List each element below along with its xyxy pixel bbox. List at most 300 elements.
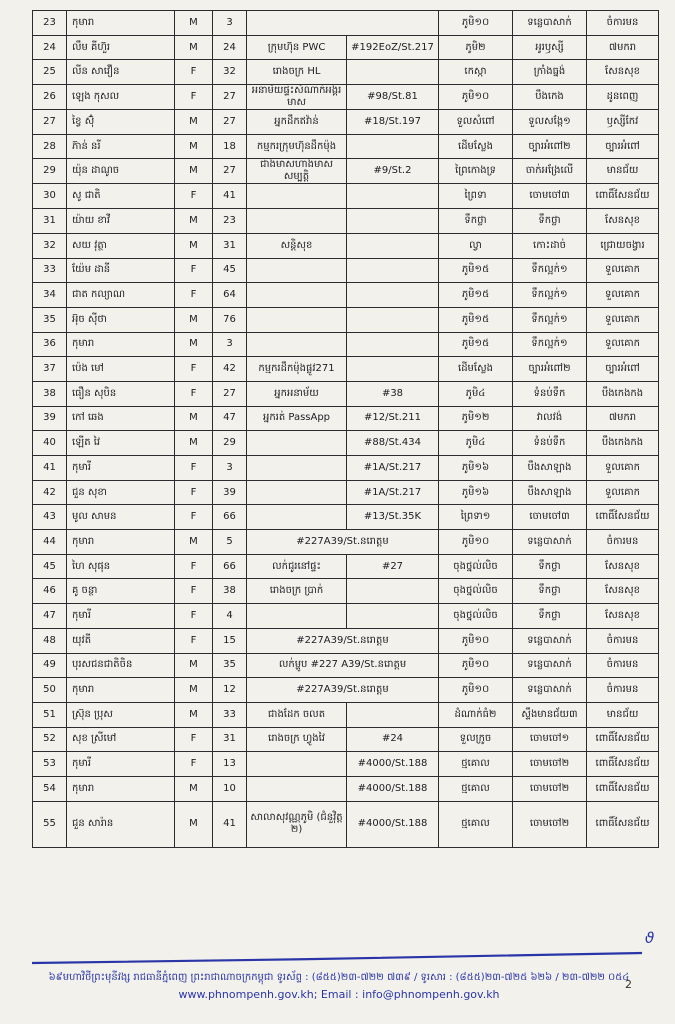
cell-commune: ទឹកល្អក់១	[513, 332, 587, 357]
cell-addr: #88/St.434	[347, 431, 439, 456]
cell-sex: F	[175, 184, 213, 209]
cell-addr	[347, 702, 439, 727]
cell-district: បឹងកេងកង	[587, 431, 659, 456]
cell-addr: #4000/St.188	[347, 801, 439, 847]
cell-occ: សាលាសុវណ្ណភូមិ (ជំនួវ៉ិត្ត ២)	[247, 801, 347, 847]
cell-age: 29	[213, 431, 247, 456]
cell-sex: M	[175, 801, 213, 847]
cell-name: ជាត កល្យាណ	[67, 283, 175, 308]
cell-district: សែនសុខ	[587, 209, 659, 234]
cell-age: 41	[213, 801, 247, 847]
cell-district: មានជ័យ	[587, 159, 659, 184]
cell-district: ចំការមន	[587, 678, 659, 703]
cell-no: 33	[33, 258, 67, 283]
cell-occ: អ្នករត់ PassApp	[247, 406, 347, 431]
cell-district: សែនសុខ	[587, 60, 659, 85]
cell-district: ៧មករា	[587, 35, 659, 60]
cell-age: 3	[213, 456, 247, 481]
table-row	[33, 307, 659, 332]
table-row	[33, 628, 659, 653]
cell-sex: F	[175, 554, 213, 579]
cell-name: ស្រ៊ុន ប្រុស	[67, 702, 175, 727]
cell-name: យ៉ែម ដានី	[67, 258, 175, 283]
cell-sex: F	[175, 752, 213, 777]
cell-age: 64	[213, 283, 247, 308]
cell-district: បឹងកេងកង	[587, 381, 659, 406]
cell-name: លឹម គីហ៊ួរ	[67, 35, 175, 60]
cell-addr: #13/St.35K	[347, 505, 439, 530]
cell-commune: បឹងសាឡាង	[513, 456, 587, 481]
cell-sex: F	[175, 60, 213, 85]
cell-addr	[347, 307, 439, 332]
cell-occ: ជាងដែក ចលត	[247, 702, 347, 727]
cell-name: កុមារា	[67, 776, 175, 801]
cell-no: 34	[33, 283, 67, 308]
cell-sex: M	[175, 776, 213, 801]
table-row	[33, 134, 659, 159]
cell-occ: រោងចក្រ HL	[247, 60, 347, 85]
cell-name: ខ្វៃ ស៊ុំ	[67, 110, 175, 135]
cell-district: ចំការមន	[587, 530, 659, 555]
cell-no: 27	[33, 110, 67, 135]
cell-district: ច្បារអំពៅ	[587, 357, 659, 382]
table-row	[33, 159, 659, 184]
cell-village: ភូមិ១០	[439, 678, 513, 703]
cell-district: ពោធិ៍សែនជ័យ	[587, 752, 659, 777]
cell-village: ចុងថ្នល់លិច	[439, 579, 513, 604]
cell-commune: ទន្លេបាសាក់	[513, 628, 587, 653]
table-row	[33, 11, 659, 36]
cell-age: 31	[213, 233, 247, 258]
cell-commune: ទំនប់ទឹក	[513, 431, 587, 456]
cell-village: កេស្កា	[439, 60, 513, 85]
cell-commune: ទឹកល្អក់១	[513, 258, 587, 283]
table-row	[33, 604, 659, 629]
cell-name: ជួន សុខា	[67, 480, 175, 505]
cell-addr	[347, 184, 439, 209]
cell-village: ទួលសំពៅ	[439, 110, 513, 135]
cell-commune: ទឹកថ្លា	[513, 579, 587, 604]
cell-sex: M	[175, 233, 213, 258]
cell-name: យ៉ាយ ខាវី	[67, 209, 175, 234]
cell-no: 55	[33, 801, 67, 847]
cell-sex: M	[175, 110, 213, 135]
cell-occ	[247, 480, 347, 505]
handwritten-page-mark: ϑ	[645, 929, 655, 947]
cell-sex: F	[175, 357, 213, 382]
cell-name: ភ៊ាន់ នរី	[67, 134, 175, 159]
table-row	[33, 505, 659, 530]
cell-name: លីន សាវឿន	[67, 60, 175, 85]
table-row	[33, 85, 659, 110]
cell-district: ចំការមន	[587, 628, 659, 653]
cell-name: អ៊ុច ស៊ីថា	[67, 307, 175, 332]
cell-no: 51	[33, 702, 67, 727]
cell-village: ដើមស្លែង	[439, 357, 513, 382]
cell-district: ចំការមន	[587, 653, 659, 678]
cell-sex: F	[175, 480, 213, 505]
cell-age: 27	[213, 85, 247, 110]
cell-no: 38	[33, 381, 67, 406]
cell-age: 23	[213, 209, 247, 234]
cell-sex: F	[175, 628, 213, 653]
cell-sex: M	[175, 431, 213, 456]
cell-district: ចំការមន	[587, 11, 659, 36]
cell-district: ពោធិ៍សែនជ័យ	[587, 727, 659, 752]
cell-occ: កម្មករក្រុមហ៊ុនដឹកម៉ុង	[247, 134, 347, 159]
cell-sex: M	[175, 530, 213, 555]
table-row	[33, 431, 659, 456]
cell-commune: បឹងកេង	[513, 85, 587, 110]
cell-no: 32	[33, 233, 67, 258]
cell-village: ភូមិ១២	[439, 406, 513, 431]
cell-no: 40	[33, 431, 67, 456]
cell-age: 27	[213, 381, 247, 406]
table-row	[33, 184, 659, 209]
cell-occ: #227A39/St.នរោត្តម	[247, 530, 439, 555]
cell-commune: ច្បារអំពៅ២	[513, 134, 587, 159]
cell-district: ពោធិ៍សែនជ័យ	[587, 184, 659, 209]
cell-village: ទួលក្រូច	[439, 727, 513, 752]
table-row	[33, 283, 659, 308]
cell-no: 35	[33, 307, 67, 332]
table-row	[33, 332, 659, 357]
cell-commune: ក្រាំងធ្នង់	[513, 60, 587, 85]
cell-no: 39	[33, 406, 67, 431]
cell-addr	[347, 134, 439, 159]
cell-sex: M	[175, 209, 213, 234]
cell-occ: ក្រុមហ៊ុន PWC	[247, 35, 347, 60]
cell-sex: F	[175, 381, 213, 406]
cell-age: 32	[213, 60, 247, 85]
cell-addr: #24	[347, 727, 439, 752]
cell-village: ភូមិ៤	[439, 381, 513, 406]
cell-village: ព្រៃទា១	[439, 505, 513, 530]
cell-occ: អ្នកដឹកឥវ៉ាន់	[247, 110, 347, 135]
cell-no: 30	[33, 184, 67, 209]
cell-village: ភូមិ១៥	[439, 283, 513, 308]
cell-commune: ទន្លេបាសាក់	[513, 653, 587, 678]
cell-name: កុមារា	[67, 332, 175, 357]
cell-sex: M	[175, 307, 213, 332]
cell-occ	[247, 209, 347, 234]
cell-occ: #227A39/St.នរោត្តម	[247, 628, 439, 653]
cell-sex: M	[175, 159, 213, 184]
cell-occ: អនាម័យផ្ទះសំណាក់អង្គរមាស	[247, 85, 347, 110]
cell-district: ទួលគោក	[587, 307, 659, 332]
cell-name: មូល សាមន	[67, 505, 175, 530]
table-row	[33, 60, 659, 85]
cell-occ: លក់ជូរនៅផ្ទះ	[247, 554, 347, 579]
cell-sex: F	[175, 604, 213, 629]
cell-commune: ទឹកល្អក់១	[513, 307, 587, 332]
cell-age: 3	[213, 332, 247, 357]
cell-occ	[247, 456, 347, 481]
cell-district: មានជ័យ	[587, 702, 659, 727]
page-number: 2	[625, 978, 632, 991]
cell-village: ព្រៃកោងទ្រ	[439, 159, 513, 184]
cell-addr: #9/St.2	[347, 159, 439, 184]
case-register-table	[32, 10, 659, 848]
cell-sex: M	[175, 332, 213, 357]
footer-website-email: www.phnompenh.gov.kh; Email : info@phnompenh.gov.kh	[178, 988, 500, 1001]
cell-commune: ចោមចៅ២	[513, 752, 587, 777]
cell-occ: កម្មករដឹកម៉ុងផ្លូវ271	[247, 357, 347, 382]
cell-name: គូ ចន្ថា	[67, 579, 175, 604]
cell-district: ៧មករា	[587, 406, 659, 431]
cell-village: ភូមិ១៦	[439, 480, 513, 505]
cell-name: សយ វុត្ថា	[67, 233, 175, 258]
cell-no: 48	[33, 628, 67, 653]
table-row	[33, 776, 659, 801]
table-row	[33, 727, 659, 752]
cell-village: ភូមិ១០	[439, 85, 513, 110]
cell-name: ជួន សារ៉ាន	[67, 801, 175, 847]
cell-village: ថ្មគោល	[439, 801, 513, 847]
table-row	[33, 653, 659, 678]
cell-no: 53	[33, 752, 67, 777]
cell-age: 15	[213, 628, 247, 653]
cell-addr: #1A/St.217	[347, 480, 439, 505]
cell-name: កុមារី	[67, 604, 175, 629]
cell-no: 42	[33, 480, 67, 505]
cell-addr: #4000/St.188	[347, 752, 439, 777]
cell-no: 25	[33, 60, 67, 85]
cell-sex: F	[175, 727, 213, 752]
cell-commune: ទន្លេបាសាក់	[513, 530, 587, 555]
cell-village: ថ្មគោល	[439, 752, 513, 777]
cell-addr: #192EoZ/St.217	[347, 35, 439, 60]
cell-no: 31	[33, 209, 67, 234]
cell-district: ជ្រោយចង្វារ	[587, 233, 659, 258]
cell-sex: M	[175, 35, 213, 60]
cell-district: ទួលគោក	[587, 283, 659, 308]
cell-sex: M	[175, 406, 213, 431]
cell-name: កៅ ឆេង	[67, 406, 175, 431]
cell-commune: បឹងសាឡាង	[513, 480, 587, 505]
cell-village: ភូមិ១០	[439, 628, 513, 653]
cell-occ	[247, 283, 347, 308]
table-row	[33, 456, 659, 481]
table-body	[33, 11, 659, 848]
cell-occ	[247, 11, 439, 36]
cell-addr	[347, 258, 439, 283]
cell-district: ទួលគោក	[587, 258, 659, 283]
cell-name: សូ ជាតិ	[67, 184, 175, 209]
cell-occ	[247, 332, 347, 357]
cell-name: បុរសជនជាតិចិន	[67, 653, 175, 678]
cell-village: ដើមស្លែង	[439, 134, 513, 159]
cell-occ: សន្តិសុខ	[247, 233, 347, 258]
cell-no: 46	[33, 579, 67, 604]
footer-address: ៦៩មហាវិថីព្រះមុនីវង្ស រាជធានីភ្នំពេញ ព្រះរាជាណាចក្រកម្ពុជា ទូរស័ព្ទ : (៨៥៥)២៣-៧២២ ៧៣៩ / ទូរសារ : (៨៥៥)២៣-៧២៥ ៦២៦ / ២៣-៧២២ ០៥៤	[48, 972, 630, 983]
cell-name: ឡើត វៃ	[67, 431, 175, 456]
cell-occ: ជាងមាសហាងមាសសម្បត្តិ	[247, 159, 347, 184]
cell-village: ល្វា	[439, 233, 513, 258]
cell-name: យុវតី	[67, 628, 175, 653]
cell-district: ទួលគោក	[587, 456, 659, 481]
cell-sex: M	[175, 702, 213, 727]
table-row	[33, 678, 659, 703]
cell-age: 39	[213, 480, 247, 505]
cell-addr: #12/St.211	[347, 406, 439, 431]
cell-commune: វាលវង់	[513, 406, 587, 431]
cell-district: ពោធិ៍សែនជ័យ	[587, 801, 659, 847]
cell-name: កុមារី	[67, 752, 175, 777]
cell-addr	[347, 357, 439, 382]
cell-age: 24	[213, 35, 247, 60]
cell-village: ភូមិ១៥	[439, 258, 513, 283]
cell-age: 45	[213, 258, 247, 283]
cell-occ	[247, 752, 347, 777]
table-row	[33, 258, 659, 283]
cell-district: ឫស្សីកែវ	[587, 110, 659, 135]
cell-no: 52	[33, 727, 67, 752]
cell-sex: F	[175, 85, 213, 110]
cell-age: 38	[213, 579, 247, 604]
cell-village: ភូមិ១០	[439, 653, 513, 678]
cell-district: ដូនពេញ	[587, 85, 659, 110]
cell-village: ភូមិ១៦	[439, 456, 513, 481]
cell-name: យ៉ុន ដាណូច	[67, 159, 175, 184]
cell-commune: ទួលសង្កែ១	[513, 110, 587, 135]
cell-sex: M	[175, 678, 213, 703]
table-row	[33, 209, 659, 234]
cell-no: 45	[33, 554, 67, 579]
cell-no: 29	[33, 159, 67, 184]
cell-commune: អូរឫស្សី	[513, 35, 587, 60]
cell-occ	[247, 431, 347, 456]
cell-sex: F	[175, 283, 213, 308]
cell-commune: ច្បារអំពៅ២	[513, 357, 587, 382]
cell-addr	[347, 60, 439, 85]
cell-village: ទឹកថ្លា	[439, 209, 513, 234]
cell-district: សែនសុខ	[587, 554, 659, 579]
cell-district: ទួលគោក	[587, 332, 659, 357]
cell-commune: ទឹកថ្លា	[513, 209, 587, 234]
cell-name: កុមារា	[67, 678, 175, 703]
cell-occ	[247, 258, 347, 283]
cell-commune: ទឹកល្អក់១	[513, 283, 587, 308]
cell-sex: F	[175, 579, 213, 604]
cell-commune: ចោមចៅ៣	[513, 184, 587, 209]
table-row	[33, 381, 659, 406]
cell-no: 37	[33, 357, 67, 382]
table-row	[33, 110, 659, 135]
table-row	[33, 579, 659, 604]
cell-village: ភូមិ២	[439, 35, 513, 60]
cell-village: ថ្មគោល	[439, 776, 513, 801]
cell-age: 47	[213, 406, 247, 431]
cell-occ: អ្នកអនាម័យ	[247, 381, 347, 406]
cell-occ	[247, 307, 347, 332]
cell-name: ធឿន សុបិន	[67, 381, 175, 406]
cell-name: ហៃ សុផុន	[67, 554, 175, 579]
cell-age: 66	[213, 554, 247, 579]
cell-age: 27	[213, 159, 247, 184]
cell-commune: ចោមចៅ១	[513, 727, 587, 752]
table-row	[33, 530, 659, 555]
cell-sex: M	[175, 134, 213, 159]
cell-no: 26	[33, 85, 67, 110]
cell-age: 5	[213, 530, 247, 555]
cell-district: ច្បារអំពៅ	[587, 134, 659, 159]
cell-addr: #4000/St.188	[347, 776, 439, 801]
cell-addr: #38	[347, 381, 439, 406]
table-row	[33, 35, 659, 60]
cell-occ	[247, 184, 347, 209]
cell-district: ពោធិ៍សែនជ័យ	[587, 776, 659, 801]
cell-age: 12	[213, 678, 247, 703]
cell-occ	[247, 604, 347, 629]
cell-commune: ទន្លេបាសាក់	[513, 11, 587, 36]
cell-addr: #1A/St.217	[347, 456, 439, 481]
cell-no: 36	[33, 332, 67, 357]
cell-district: ទួលគោក	[587, 480, 659, 505]
cell-commune: ចោមចៅ២	[513, 776, 587, 801]
cell-addr	[347, 579, 439, 604]
table-row	[33, 752, 659, 777]
cell-village: ភូមិ៤	[439, 431, 513, 456]
cell-commune: ទំនប់ទឹក	[513, 381, 587, 406]
cell-village: ព្រៃទា	[439, 184, 513, 209]
cell-name: សុខ ស្រីមៅ	[67, 727, 175, 752]
cell-age: 35	[213, 653, 247, 678]
cell-occ	[247, 505, 347, 530]
cell-name: កុមារី	[67, 456, 175, 481]
cell-age: 76	[213, 307, 247, 332]
cell-no: 50	[33, 678, 67, 703]
cell-occ: រោងចក្រ ហ្វូងវៃ	[247, 727, 347, 752]
table-row	[33, 702, 659, 727]
cell-district: សែនសុខ	[587, 579, 659, 604]
cell-name: កុមារា	[67, 530, 175, 555]
cell-name: ប៉េង មៅ	[67, 357, 175, 382]
cell-age: 41	[213, 184, 247, 209]
cell-no: 24	[33, 35, 67, 60]
cell-no: 43	[33, 505, 67, 530]
cell-age: 4	[213, 604, 247, 629]
cell-addr	[347, 283, 439, 308]
cell-sex: F	[175, 258, 213, 283]
cell-sex: M	[175, 11, 213, 36]
cell-no: 47	[33, 604, 67, 629]
cell-commune: ស្ទឹងមានជ័យ៣	[513, 702, 587, 727]
table-row	[33, 554, 659, 579]
cell-village: ភូមិ១៥	[439, 332, 513, 357]
cell-addr: #18/St.197	[347, 110, 439, 135]
cell-district: ពោធិ៍សែនជ័យ	[587, 505, 659, 530]
cell-addr	[347, 604, 439, 629]
cell-age: 13	[213, 752, 247, 777]
cell-village: ភូមិ១០	[439, 11, 513, 36]
cell-commune: ចោមចៅ២	[513, 801, 587, 847]
cell-no: 49	[33, 653, 67, 678]
cell-sex: M	[175, 653, 213, 678]
table-row	[33, 233, 659, 258]
cell-village: ភូមិ១៥	[439, 307, 513, 332]
cell-age: 31	[213, 727, 247, 752]
cell-commune: ទឹកថ្លា	[513, 554, 587, 579]
cell-addr	[347, 209, 439, 234]
cell-no: 54	[33, 776, 67, 801]
cell-village: ចុងថ្នល់លិច	[439, 604, 513, 629]
cell-commune: ទន្លេបាសាក់	[513, 678, 587, 703]
cell-occ: លក់ម្ហូប #227 A39/St.នរោត្តម	[247, 653, 439, 678]
cell-addr	[347, 332, 439, 357]
cell-age: 33	[213, 702, 247, 727]
table-row	[33, 406, 659, 431]
